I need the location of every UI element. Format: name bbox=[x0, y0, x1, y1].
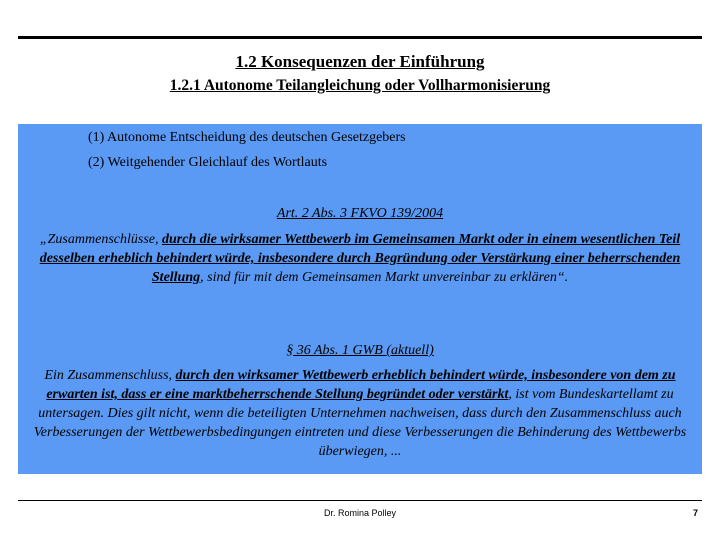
content-panel bbox=[18, 124, 702, 474]
citation-gwb-text-emphasis: durch den wirksamer Wettbewerb erheblich behindert würde, insbesondere von dem zu erwarten ist, dass er eine marktbeherrschende Stellung begründet oder verstärkt bbox=[46, 368, 676, 402]
footer-author: Dr. Romina Polley bbox=[323, 508, 397, 518]
citation-fkvo-text-end: , sind für mit dem Gemeinsamen Markt unvereinbar zu erklären“. bbox=[200, 270, 569, 285]
citation-fkvo-heading: Art. 2 Abs. 3 FKVO 139/2004 bbox=[276, 206, 444, 221]
citation-gwb-heading: § 36 Abs. 1 GWB (aktuell) bbox=[286, 343, 434, 358]
citation-fkvo-text-start: „Zusammenschlüsse, bbox=[39, 232, 162, 247]
citation-fkvo-text bbox=[24, 230, 696, 287]
page-title: 1.2 Konsequenzen der Einführung bbox=[235, 52, 485, 71]
top-rule bbox=[18, 36, 702, 39]
point-1: (1) Autonome Entscheidung des deutschen Gesetzgebers bbox=[88, 130, 406, 145]
citation-gwb-text bbox=[24, 366, 696, 461]
bottom-rule bbox=[18, 500, 702, 501]
page-subtitle: 1.2.1 Autonome Teilangleichung oder Vollharmonisierung bbox=[169, 77, 551, 94]
citation-fkvo-text-emphasis: durch die wirksamer Wettbewerb im Gemeinsamen Markt oder in einem wesentlichen Teil desselben erheblich behindert würde, insbesondere durch Begründung oder Verstärkung einer beherrschenden Stellung bbox=[39, 232, 681, 285]
citation-gwb-text-start: Ein Zusammenschluss, bbox=[44, 368, 176, 383]
citation-gwb-text-end: , ist vom Bundeskartellamt zu untersagen. Dies gilt nicht, wenn die beteiligten Unternehmen nachweisen, dass durch den Zusammenschluss auch Verbesserungen der Wettbewerbsbedingungen eintreten und diese Verbesserungen die Behinderung des Wettbewerbs überwiegen, ... bbox=[33, 387, 687, 459]
point-2: (2) Weitgehender Gleichlauf des Wortlauts bbox=[88, 155, 328, 170]
page-number: 7 bbox=[692, 508, 698, 518]
